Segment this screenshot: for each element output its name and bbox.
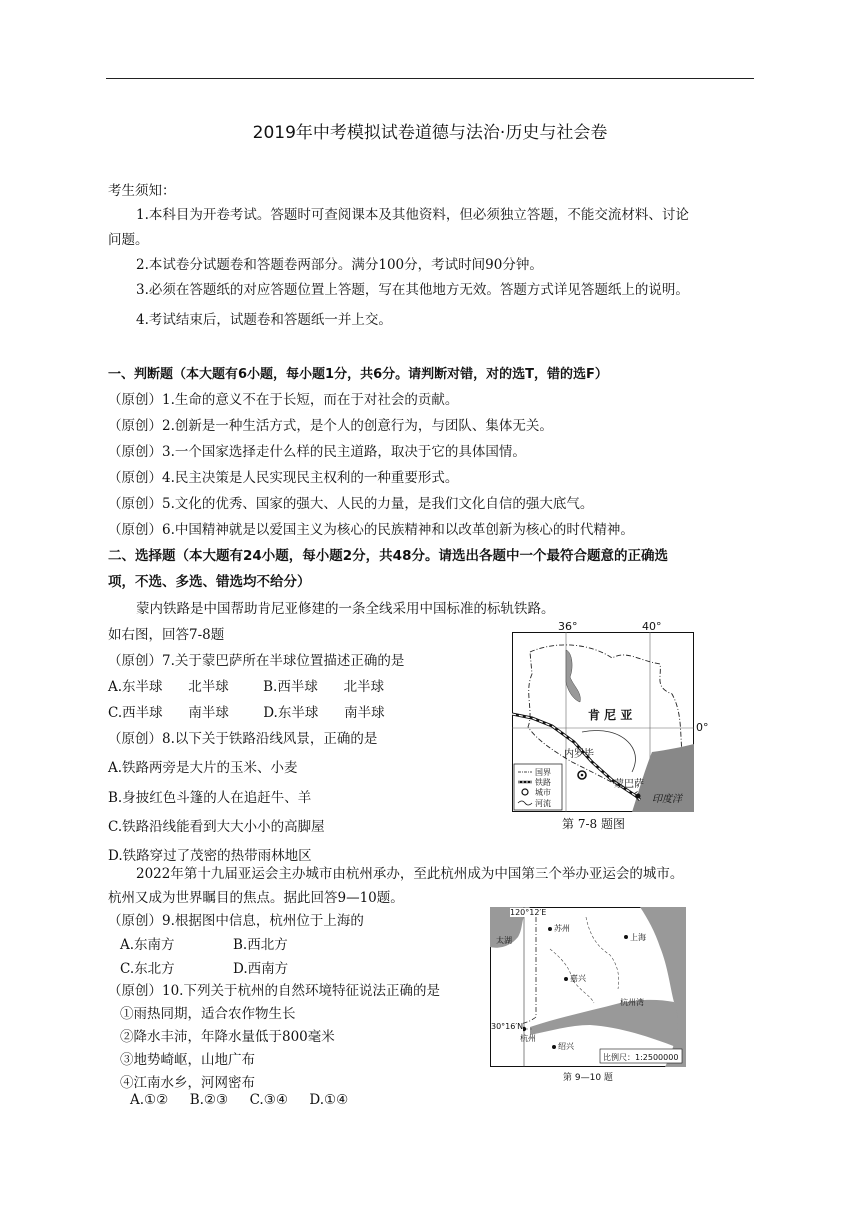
section2-heading: 二、选择题（本大题有24小题，每小题2分，共48分。请选出各题中一个最符合题意的正确选 [108, 548, 668, 564]
question-10-item-4: ④江南水乡，河网密布 [120, 1075, 255, 1091]
question-8-option-b: B.身披红色斗篷的人在追赶牛、羊 [108, 790, 312, 806]
question-8-option-d: D.铁路穿过了茂密的热带雨林地区 [108, 848, 312, 864]
map1-lat-0: 0° [696, 721, 709, 734]
question-7-options-cd: C.西半球 南半球 D.东半球 南半球 [108, 705, 385, 721]
map2-shaoxing-label: 绍兴 [558, 1042, 574, 1051]
section2-heading-cont: 项，不选、多选、错选均不给分） [108, 574, 311, 590]
question-7: （原创）7.关于蒙巴萨所在半球位置描述正确的是 [108, 653, 405, 669]
question-4: （原创）4.民主决策是人民实现民主权利的一种重要形式。 [108, 470, 459, 486]
question-9-option-a: A.东南方 [120, 937, 175, 953]
map1-legend-rail: 铁路 [535, 778, 551, 787]
question-10-item-1: ①雨热同期，适合农作物生长 [120, 1006, 296, 1022]
page-title: 2019年中考模拟试卷道德与法治·历史与社会卷 [252, 123, 608, 143]
question-8-option-c: C.铁路沿线能看到大大小小的高脚屋 [108, 819, 325, 835]
map2-scale-label: 比例尺：1:2500000 [603, 1053, 679, 1062]
map1-ocean-label: 印度洋 [652, 794, 682, 805]
map1-port-label: 蒙巴萨 [614, 779, 644, 790]
map1-legend-border: 国界 [535, 768, 551, 777]
section1-heading: 一、判断题（本大题有6小题，每小题1分，共6分。请判断对错，对的选T，错的选F） [108, 367, 608, 382]
map2-jiaxing-label: 嘉兴 [570, 974, 586, 983]
question-10: （原创）10.下列关于杭州的自然环境特征说法正确的是 [108, 983, 440, 999]
map2-taihu-label: 太湖 [496, 936, 512, 945]
map2-caption: 第 9—10 题 [563, 1073, 613, 1083]
notice-item-2: 2.本试卷分试题卷和答题卷两部分。满分100分，考试时间90分钟。 [136, 257, 543, 273]
map2-hzbay-label: 杭州湾 [620, 998, 644, 1007]
map2-longitude: 120°12′E [510, 908, 547, 917]
question-2: （原创）2.创新是一种生活方式，是个人的创意行为，与团队、集体无关。 [108, 418, 553, 434]
notice-item-4: 4.考试结束后，试题卷和答题纸一并上交。 [136, 312, 392, 328]
question-10-item-3: ③地势崎岖，山地广布 [120, 1052, 255, 1068]
intro-9-10-cont: 杭州又成为世界瞩目的焦点。据此回答9—10题。 [108, 890, 404, 906]
header-rule [106, 78, 754, 79]
question-9: （原创）9.根据图中信息，杭州位于上海的 [108, 913, 364, 929]
question-10-item-2: ②降水丰沛，年降水量低于800毫米 [120, 1029, 335, 1045]
map1-legend-river: 河流 [535, 799, 551, 808]
question-8-option-a: A.铁路两旁是大片的玉米、小麦 [108, 760, 298, 776]
question-7-options-ab: A.东半球 北半球 B.西半球 北半球 [108, 679, 385, 695]
map2-latitude: 30°16′N [491, 1022, 524, 1031]
question-10-options: A.①② B.②③ C.③④ D.①④ [130, 1092, 349, 1108]
map2-hangzhou-label: 杭州 [520, 1034, 536, 1043]
map1-legend-city: 城市 [535, 788, 551, 797]
map1-caption: 第 7-8 题图 [562, 817, 625, 831]
question-6: （原创）6.中国精神就是以爱国主义为核心的民族精神和以改革创新为核心的时代精神。 [108, 522, 634, 538]
question-9-option-d: D.西南方 [233, 961, 289, 977]
question-3: （原创）3.一个国家选择走什么样的民主道路，取决于它的具体国情。 [108, 444, 526, 460]
map1-lon-40: 40° [642, 620, 662, 633]
intro-9-10: 2022年第十九届亚运会主办城市由杭州承办，至此杭州成为中国第三个举办亚运会的城市。 [136, 866, 684, 882]
map2-shanghai-label: 上海 [630, 933, 646, 942]
notice-item-1-cont: 问题。 [108, 232, 149, 248]
question-5: （原创）5.文化的优秀、国家的强大、人民的力量，是我们文化自信的强大底气。 [108, 496, 594, 512]
intro-7-8-cont: 如右图，回答7-8题 [108, 627, 225, 643]
map1-lon-36: 36° [558, 620, 578, 633]
question-9-option-c: C.东北方 [120, 961, 175, 977]
question-1: （原创）1.生命的意义不在于长短，而在于对社会的贡献。 [108, 392, 459, 408]
notice-item-1: 1.本科目为开卷考试。答题时可查阅课本及其他资料，但必须独立答题，不能交流材料、讨论 [136, 207, 689, 223]
hangzhou-map [490, 907, 686, 1067]
intro-7-8: 蒙内铁路是中国帮助肯尼亚修建的一条全线采用中国标准的标轨铁路。 [136, 601, 555, 617]
question-9-option-b: B.西北方 [233, 937, 288, 953]
kenya-map [512, 620, 709, 812]
map2-suzhou-label: 苏州 [554, 924, 570, 933]
map1-capital-label: 内罗毕 [564, 749, 594, 760]
notice-heading: 考生须知： [108, 183, 176, 199]
notice-item-3: 3.必须在答题纸的对应答题位置上答题，写在其他地方无效。答题方式详见答题纸上的说明。 [136, 282, 689, 298]
question-8: （原创）8.以下关于铁路沿线风景，正确的是 [108, 731, 378, 747]
map1-country-label: 肯 尼 亚 [588, 708, 633, 722]
